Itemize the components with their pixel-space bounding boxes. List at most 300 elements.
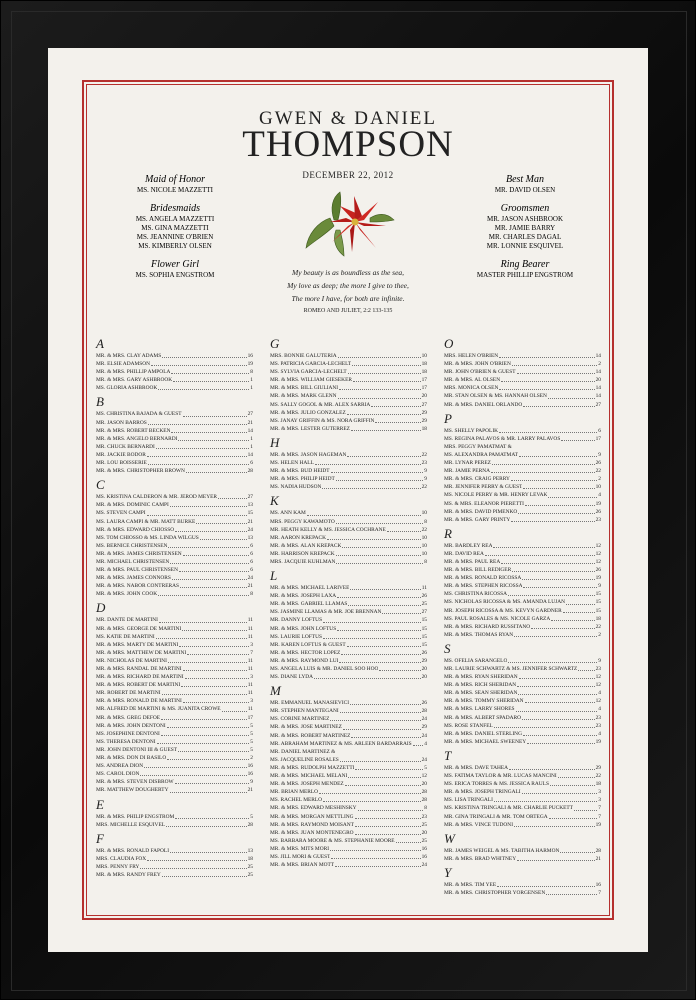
leader-dots — [546, 894, 597, 895]
guest-name: MR. JAMES WEIGEL & MS. TABITHA HARMON — [444, 847, 560, 854]
guest-row — [444, 598, 601, 606]
guest-name: MS. LAURIE LOFTUS — [270, 633, 322, 640]
table-number: 1 — [250, 385, 253, 392]
guest-name: MR. & MRS. STEVEN DISBROW — [96, 779, 174, 786]
guest-row — [96, 534, 253, 542]
guest-row — [270, 715, 427, 723]
table-number: 15 — [421, 633, 427, 640]
party-member: MS. KIMBERLY OLSEN — [138, 242, 212, 250]
guest-row — [96, 368, 253, 376]
table-number: 14 — [595, 353, 601, 359]
leader-dots — [161, 735, 249, 736]
guest-row — [270, 748, 427, 756]
table-number: 3 — [250, 674, 253, 681]
leader-dots — [551, 620, 594, 621]
leader-dots — [336, 523, 424, 524]
guest-row — [270, 518, 427, 526]
guest-row — [96, 847, 253, 855]
leader-dots — [183, 555, 250, 556]
leader-dots — [497, 886, 594, 887]
section-letter: R — [444, 525, 452, 541]
table-number: 21 — [595, 855, 601, 862]
guest-row — [96, 550, 253, 558]
guest-name: MR. & MRS. PHILIP ENGSTROM — [96, 813, 175, 820]
guest-name: MR. & MRS. TIM YEE — [444, 881, 497, 888]
guest-name: MS. SYLVIA GARCIA-LECHELT — [270, 369, 347, 376]
leader-dots — [178, 440, 249, 441]
leader-dots — [330, 720, 420, 721]
table-number: 23 — [421, 813, 427, 820]
guest-row — [444, 705, 601, 713]
guest-row — [444, 566, 601, 574]
guest-row — [444, 376, 601, 384]
guest-name: MR. CHUCK BERNARDI — [96, 443, 155, 450]
leader-dots — [508, 662, 597, 663]
party-member: MR. DAVID OLSEN — [494, 186, 556, 194]
guest-row — [270, 796, 427, 804]
guest-name: MR. & MRS. JOHN DENTONI — [96, 722, 166, 729]
guest-row — [96, 459, 253, 467]
guest-row — [96, 419, 253, 427]
guest-name: MS. TOM CHIOSSO & MS. LINDA WILGUS — [96, 534, 199, 541]
party-role: Best Man — [505, 174, 545, 185]
table-number: 2 — [598, 631, 601, 638]
table-number: 24 — [421, 732, 427, 739]
guest-name: MR. HEATH KELLY & MS. JESSICA COCHRANE — [270, 526, 386, 533]
guest-name: MR. & MRS. PHILLIP AMPOLA — [96, 369, 171, 376]
guest-row — [444, 615, 601, 623]
leader-dots — [185, 678, 250, 679]
table-number: 10 — [421, 550, 427, 557]
table-number: 27 — [421, 401, 427, 408]
guest-name: MS. CHRISTINA BAJADA & GUEST — [96, 411, 182, 418]
guest-row — [96, 641, 253, 649]
guest-name: MR. & MRS. BILL GIULIANI — [270, 385, 339, 392]
leader-dots — [158, 389, 249, 390]
guest-name: MS. ANN KAM — [270, 510, 306, 517]
section-letter: F — [96, 830, 104, 846]
leader-dots — [347, 456, 420, 457]
table-number: 5 — [250, 730, 253, 737]
table-number: 19 — [595, 738, 601, 745]
guest-row — [270, 401, 427, 409]
guest-row — [444, 780, 601, 788]
guest-row — [270, 780, 427, 788]
table-number: 1 — [250, 377, 253, 384]
guest-column-2 — [270, 334, 427, 869]
guest-name: MR. MATTHEW DOUGHERTY — [96, 787, 169, 794]
leader-dots — [180, 587, 247, 588]
guest-name: MRS. MICHELLE ESQUIVEL — [96, 821, 166, 828]
guest-name: MR. JASON BARROS — [96, 419, 147, 426]
leader-dots — [548, 497, 597, 498]
table-number: 22 — [421, 484, 427, 491]
leader-dots — [494, 727, 595, 728]
leader-dots — [148, 464, 250, 465]
table-number: 24 — [247, 526, 253, 533]
table-number: 23 — [595, 714, 601, 721]
table-number: 22 — [595, 468, 601, 475]
guest-name: MR. & MRS. GABRIEL LLAMAS — [270, 601, 348, 608]
table-number: 20 — [421, 829, 427, 836]
leader-dots — [491, 472, 595, 473]
leader-dots — [167, 759, 249, 760]
guest-name: MR. & MRS. AL OLSEN — [444, 377, 501, 384]
guest-name: MS. STEVEN CAMPI — [96, 510, 146, 517]
bridal-party-left — [100, 170, 250, 280]
guest-row — [96, 673, 253, 681]
guest-row — [444, 459, 601, 467]
leader-dots — [338, 398, 421, 399]
leader-dots — [512, 365, 597, 366]
guest-name: MS. PAUL ROSALES & MS. NICOLE GARZA — [444, 615, 551, 622]
leader-dots — [522, 719, 595, 720]
guest-name: MR. & MRS. ROBERT MARTINEZ — [270, 732, 351, 739]
guest-row — [270, 409, 427, 417]
table-number: 26 — [595, 567, 601, 574]
guest-row — [270, 509, 427, 517]
leader-dots — [170, 792, 247, 793]
guest-name: MR. & MRS. BRIAN MOTT — [270, 862, 335, 869]
table-number: 24 — [421, 756, 427, 763]
leader-dots — [162, 876, 247, 877]
guest-row — [96, 467, 253, 475]
quote-line: The more I have, for both are infinite. — [291, 294, 405, 303]
table-number: 4 — [598, 492, 601, 499]
guest-row — [270, 853, 427, 861]
guest-row — [96, 681, 253, 689]
guest-row — [96, 738, 253, 746]
guest-row — [270, 756, 427, 764]
guest-name: MS. & MRS. ELEANOR PIERETTI — [444, 500, 524, 507]
leader-dots — [561, 440, 594, 441]
table-number: 24 — [421, 716, 427, 723]
guest-row — [444, 813, 601, 821]
leader-dots — [168, 662, 247, 663]
guest-row — [444, 821, 601, 829]
leader-dots — [323, 638, 421, 639]
party-member: MS. SOPHIA ENGSTROM — [135, 271, 215, 279]
guest-name: MR. & MRS. CHRISTOPHER BROWN — [96, 468, 185, 475]
table-number: 11 — [247, 617, 253, 624]
table-number: 9 — [250, 779, 253, 786]
leader-dots — [350, 589, 420, 590]
guest-row — [444, 697, 601, 705]
table-number: 27 — [247, 494, 253, 501]
guest-name: MR. JOHN O'BRIEN & GUEST — [444, 369, 516, 376]
leader-dots — [331, 472, 424, 473]
guest-name: MR. & MRS. CLAY ADAMS — [96, 353, 162, 359]
guest-row — [270, 813, 427, 821]
guest-name: MR. & MRS. ANGELO BERNARDI — [96, 435, 178, 442]
leader-dots — [200, 539, 247, 540]
table-number: 10 — [421, 542, 427, 549]
guest-name: MR. LYNAR PEREZ — [444, 460, 491, 467]
table-number: 3 — [250, 698, 253, 705]
table-number: 4 — [424, 740, 427, 747]
leader-dots — [519, 456, 597, 457]
guest-row — [96, 821, 253, 829]
table-number: 28 — [421, 789, 427, 796]
guest-row — [444, 631, 601, 639]
guest-row — [270, 360, 427, 368]
leader-dots — [140, 775, 246, 776]
guest-row — [444, 590, 601, 598]
table-number: 20 — [421, 781, 427, 788]
guest-name: MR. & MRS. RANDAL DE MARTINI — [96, 666, 182, 672]
leader-dots — [523, 587, 597, 588]
guest-name: MR. & MRS. EDWARD MESHINSKY — [270, 805, 357, 812]
guest-row — [444, 401, 601, 409]
leader-dots — [351, 430, 421, 431]
guest-name: MR. & MRS. JOSEPH MENDEZ — [270, 781, 344, 788]
table-number: 15 — [595, 591, 601, 598]
section-letter: L — [270, 568, 278, 584]
guest-row — [270, 788, 427, 796]
leader-dots — [548, 398, 595, 399]
table-number: 8 — [250, 591, 253, 598]
table-number: 2 — [598, 476, 601, 483]
guest-name: MS. JILL MORI & GUEST — [270, 853, 331, 860]
guest-row — [96, 863, 253, 871]
table-number: 6 — [250, 550, 253, 557]
table-number: 18 — [247, 855, 253, 862]
table-number: 11 — [247, 666, 253, 672]
guest-name: MR. MICHAEL CHRISTENSEN — [96, 558, 170, 565]
guest-name: MS. JANAY GRIFFIN & MS. NORA GRIFFIN — [270, 417, 375, 424]
leader-dots — [158, 595, 249, 596]
quote-line: My love as deep; the more I give to thee, — [287, 281, 409, 290]
leader-dots — [161, 719, 247, 720]
guest-row — [270, 451, 427, 459]
section-letter: O — [444, 336, 454, 351]
guest-row — [444, 689, 601, 697]
table-number: 19 — [595, 575, 601, 582]
guest-row — [96, 384, 253, 392]
guest-name: MR. & MRS. PHILIP HEIDT — [270, 476, 335, 483]
guest-row — [444, 500, 601, 508]
leader-dots — [514, 826, 595, 827]
quote — [240, 266, 456, 318]
guest-row — [444, 738, 601, 746]
guest-name: MS. LAURA CAMPI & MR. MATT BURKE — [96, 518, 196, 525]
guest-name: MR. & MRS. MICHAEL SWEENEY — [444, 738, 527, 745]
table-number: 21 — [247, 419, 253, 426]
guest-row — [96, 762, 253, 770]
party-role: Maid of Honor — [145, 174, 205, 185]
guest-name: MR. & MRS. TOMMY SHERIDAN — [444, 698, 524, 705]
guest-row — [270, 723, 427, 731]
leader-dots — [168, 547, 249, 548]
table-number: 7 — [598, 813, 601, 820]
leader-dots — [348, 373, 421, 374]
guest-row — [96, 786, 253, 794]
guest-name: MR. & MRS. RAYMOND MOISANT — [270, 821, 354, 828]
table-number: 12 — [595, 558, 601, 565]
guest-row — [444, 673, 601, 681]
guest-row — [96, 871, 253, 879]
leader-dots — [170, 852, 247, 853]
leader-dots — [140, 868, 246, 869]
guest-row — [270, 837, 427, 845]
guest-row — [96, 566, 253, 574]
leader-dots — [531, 628, 594, 629]
guest-name: MR. & MRS. RANDY FREY — [96, 871, 161, 878]
guest-row — [96, 689, 253, 697]
guest-row — [444, 384, 601, 392]
poinsettia-flower-icon — [300, 190, 396, 260]
leader-dots — [508, 595, 595, 596]
table-number: 29 — [421, 724, 427, 731]
party-role: Ring Bearer — [500, 259, 550, 270]
guest-row — [96, 770, 253, 778]
leader-dots — [494, 801, 597, 802]
leader-dots — [173, 381, 249, 382]
table-number: 14 — [595, 385, 601, 392]
leader-dots — [166, 826, 247, 827]
table-number: 1 — [250, 435, 253, 442]
table-number: 11 — [247, 706, 253, 713]
leader-dots — [182, 630, 247, 631]
table-number: 6 — [250, 558, 253, 565]
leader-dots — [175, 531, 246, 532]
guest-name: MR. & MRS. JOHN O'BRIEN — [444, 361, 511, 368]
guest-name: MS. JASMINE LLAMAS & MR. JOE BRENNAN — [270, 609, 382, 616]
guest-name: MR. & MRS. JOSE MARTINEZ — [270, 724, 342, 731]
table-number: 10 — [421, 353, 427, 359]
leader-dots — [181, 686, 247, 687]
leader-dots — [162, 694, 247, 695]
leader-dots — [144, 767, 246, 768]
table-number: 18 — [421, 369, 427, 376]
leader-dots — [517, 860, 595, 861]
leader-dots — [170, 506, 247, 507]
guest-row — [270, 649, 427, 657]
table-number: 25 — [247, 863, 253, 870]
guest-row — [270, 459, 427, 467]
leader-dots — [175, 783, 250, 784]
guest-name: MS. BERNICE CHRISTENSEN — [96, 542, 168, 549]
table-number: 27 — [595, 401, 601, 408]
leader-dots — [345, 785, 421, 786]
leader-dots — [355, 769, 423, 770]
table-number: 28 — [421, 797, 427, 804]
table-number: 29 — [421, 409, 427, 416]
leader-dots — [351, 737, 420, 738]
table-number: 12 — [595, 542, 601, 549]
leader-dots — [315, 464, 421, 465]
guest-row — [270, 829, 427, 837]
table-number: 5 — [424, 764, 427, 771]
guest-name: MS. REGINA PALAVOS & MR. LARRY PALAVOS — [444, 435, 561, 442]
table-number: 2 — [250, 755, 253, 762]
guest-row — [270, 699, 427, 707]
couple-first-names: GWEN & DANIEL — [259, 108, 437, 129]
guest-row — [444, 730, 601, 738]
guest-name: MR. & MRS. RONALD RICOSSA — [444, 575, 522, 582]
guest-row — [96, 754, 253, 762]
section-letter: A — [96, 336, 104, 351]
guest-row — [444, 574, 601, 582]
guest-row — [270, 384, 427, 392]
table-number: 10 — [421, 510, 427, 517]
table-number: 12 — [595, 674, 601, 681]
guest-name: MS. NADIA HUDSON — [270, 484, 322, 491]
guest-row — [270, 673, 427, 681]
table-number: 13 — [247, 534, 253, 541]
leader-dots — [578, 670, 594, 671]
guest-row — [96, 574, 253, 582]
leader-dots — [147, 860, 246, 861]
guest-row — [270, 542, 427, 550]
table-number: 29 — [595, 764, 601, 771]
guest-name: MR. & MRS. MATTHEW DE MARTINI — [96, 649, 187, 656]
table-number: 17 — [421, 377, 427, 384]
leader-dots — [371, 406, 420, 407]
leaf-icon — [306, 192, 394, 256]
guest-name: MRS. HELEN O'BRIEN — [444, 353, 499, 359]
guest-name: MR. STEPHEN MANTEGANI — [270, 708, 339, 715]
table-number: 14 — [595, 393, 601, 400]
guest-name: MR. JACKIE BODOR — [96, 451, 146, 458]
guest-name: MR. & MRS. MARTY DE MARTINI — [96, 641, 179, 648]
leader-dots — [516, 711, 598, 712]
leader-dots — [525, 702, 595, 703]
guest-name: MR. & MRS. PAUL CHRISTENSEN — [96, 567, 178, 574]
guest-row — [270, 608, 427, 616]
guest-row — [444, 804, 601, 812]
table-number: 21 — [247, 787, 253, 794]
table-number: 20 — [421, 393, 427, 400]
guest-name: MR. ABRAHAM MARTINEZ & MS. ARLEEN BARDARRAIS — [270, 740, 412, 747]
table-number: 23 — [595, 722, 601, 729]
guest-name: MS. KRISTINA TRINGALI & MR. CHARLIE PUCKETT — [444, 805, 573, 812]
leader-dots — [172, 579, 247, 580]
table-number: 17 — [595, 435, 601, 442]
guest-row — [96, 649, 253, 657]
leader-dots — [327, 539, 421, 540]
section-letter: G — [270, 336, 280, 351]
leader-dots — [355, 826, 421, 827]
guest-row — [444, 657, 601, 665]
section-letter: E — [96, 796, 104, 812]
guest-row — [96, 813, 253, 821]
table-number: 16 — [247, 763, 253, 770]
guest-row — [96, 616, 253, 624]
leader-dots — [151, 365, 247, 366]
guest-name: MR. & MRS. BUD HEIDT — [270, 468, 330, 475]
table-number: 11 — [247, 657, 253, 664]
couple-surname: THOMPSON — [242, 124, 454, 165]
guest-name: MR. & MRS. BILL REDIGER — [444, 567, 512, 574]
leader-dots — [162, 357, 246, 358]
guest-name: MR. BRIAN MERLO — [270, 789, 319, 796]
guest-name: MR. STAN OLSEN & MS. HANNAH OLSEN — [444, 393, 547, 400]
leader-dots — [179, 646, 249, 647]
party-role: Bridesmaids — [150, 203, 200, 214]
table-number: 28 — [247, 468, 253, 475]
table-number: 25 — [421, 837, 427, 844]
table-number: 24 — [247, 575, 253, 582]
table-number: 25 — [421, 601, 427, 608]
table-number: 26 — [595, 508, 601, 515]
table-number: 1 — [250, 443, 253, 450]
leader-dots — [574, 810, 597, 811]
leader-dots — [501, 381, 594, 382]
guest-row — [96, 714, 253, 722]
guest-name: MRS. PENNY FRY — [96, 863, 140, 870]
leader-dots — [341, 654, 420, 655]
